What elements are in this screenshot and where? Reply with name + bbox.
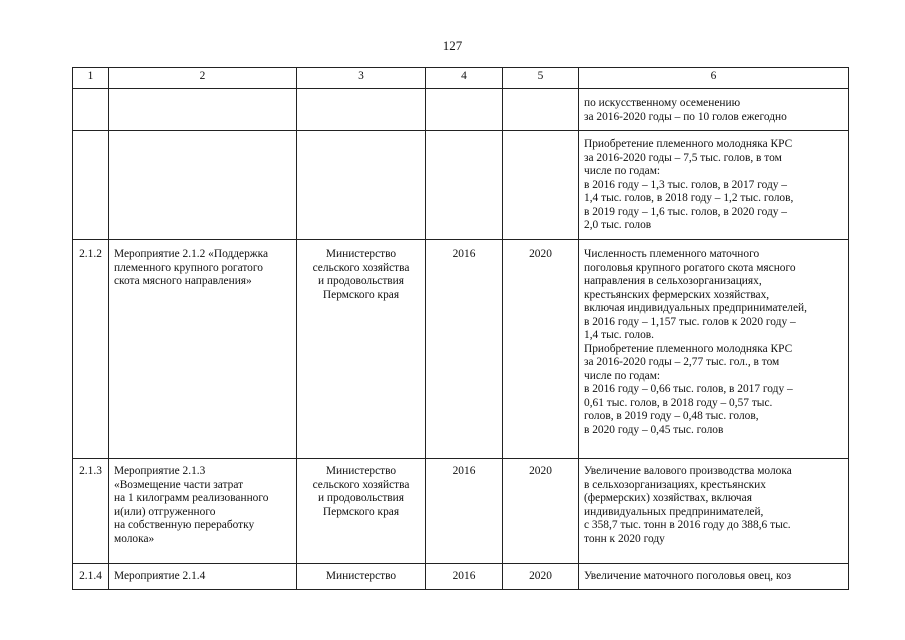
end-year-cell: 2020 [503, 240, 579, 459]
result-line: в сельхозорганизациях, крестьянских [584, 478, 766, 491]
result-cell [579, 240, 849, 459]
header-cell: 4 [426, 68, 503, 89]
result-line: включая индивидуальных предпринимателей, [584, 302, 807, 314]
table-header-row [73, 68, 849, 89]
result-cell [579, 131, 849, 240]
result-line: Численность племенного маточного [584, 248, 760, 260]
event-line: на собственную переработку [114, 519, 255, 531]
row-number-cell: 2.1.4 [73, 564, 109, 590]
executor-line: и продовольствия [317, 275, 405, 287]
row-number-cell [73, 89, 109, 131]
result-cell [579, 89, 849, 131]
result-line: 0,61 тыс. голов, в 2018 году – 0,57 тыс. [584, 396, 773, 409]
row-number-cell: 2.1.2 [73, 240, 109, 459]
event-cell [109, 131, 297, 240]
event-line: «Возмещение части затрат [114, 478, 244, 491]
event-line: на 1 килограмм реализованного [114, 492, 269, 504]
table-row [73, 240, 849, 459]
executor-line: Министерство [325, 570, 397, 582]
start-year-cell [426, 89, 503, 131]
result-line: голов, в 2019 году – 0,48 тыс. голов, [584, 410, 759, 422]
event-line: скота мясного направления» [114, 275, 252, 287]
header-cell: 3 [297, 68, 426, 89]
event-cell [109, 564, 297, 590]
result-line: по искусственному осеменению [584, 97, 741, 109]
event-line: племенного крупного рогатого [114, 261, 263, 274]
result-cell [579, 564, 849, 590]
start-year-cell: 2016 [426, 459, 503, 564]
executor-line: сельского хозяйства [312, 261, 410, 274]
event-cell [109, 89, 297, 131]
result-line: 2,0 тыс. голов [584, 219, 652, 231]
result-line: Увеличение маточного поголовья овец, коз [584, 570, 792, 582]
table-row [73, 131, 849, 240]
header-cell: 6 [579, 68, 849, 89]
result-line: числе по годам: [584, 165, 661, 177]
result-line: направления в сельхозорганизациях, [584, 275, 762, 287]
result-line: Увеличение валового производства молока [584, 465, 792, 477]
result-line: (фермерских) хозяйствах, включая [584, 492, 752, 504]
executor-line: и продовольствия [317, 492, 405, 504]
event-line: Мероприятие 2.1.2 «Поддержка [114, 248, 269, 260]
executor-line: Пермского края [322, 505, 400, 518]
program-table [72, 67, 849, 590]
executor-line: Министерство [325, 248, 397, 260]
result-line: 1,4 тыс. голов, в 2018 году – 1,2 тыс. голов, [584, 192, 794, 204]
start-year-cell [426, 131, 503, 240]
executor-cell [297, 564, 426, 590]
event-cell [109, 459, 297, 564]
result-line: в 2019 году – 1,6 тыс. голов, в 2020 году – [584, 205, 787, 218]
page-number: 127 [442, 38, 463, 53]
result-line: 1,4 тыс. голов. [584, 329, 655, 341]
result-line: поголовья крупного рогатого скота мясного [584, 261, 796, 274]
executor-cell [297, 240, 426, 459]
result-line: за 2016-2020 годы – 2,77 тыс. гол., в том [584, 356, 780, 368]
executor-cell [297, 89, 426, 131]
result-line: крестьянских фермерских хозяйствах, [584, 288, 770, 301]
result-line: за 2016-2020 годы – по 10 голов ежегодно [584, 110, 787, 123]
row-number-cell: 2.1.3 [73, 459, 109, 564]
result-line: Приобретение племенного молодняка КРС [584, 138, 793, 150]
header-cell: 2 [109, 68, 297, 89]
end-year-cell: 2020 [503, 564, 579, 590]
event-line: молока» [114, 532, 155, 545]
result-line: тонн к 2020 году [584, 532, 665, 545]
result-line: в 2016 году – 0,66 тыс. голов, в 2017 году – [584, 383, 793, 395]
executor-line: Пермского края [322, 288, 400, 301]
start-year-cell: 2016 [426, 240, 503, 459]
executor-cell [297, 131, 426, 240]
result-line: числе по годам: [584, 369, 661, 382]
end-year-cell [503, 89, 579, 131]
header-cell: 5 [503, 68, 579, 89]
result-line: в 2020 году – 0,45 тыс. голов [584, 423, 724, 436]
event-line: и(или) отгруженного [114, 505, 216, 518]
table-row [73, 459, 849, 564]
end-year-cell [503, 131, 579, 240]
event-cell [109, 240, 297, 459]
result-cell [579, 459, 849, 564]
result-line: в 2016 году – 1,157 тыс. голов к 2020 году – [584, 315, 796, 328]
end-year-cell: 2020 [503, 459, 579, 564]
executor-cell [297, 459, 426, 564]
result-line: в 2016 году – 1,3 тыс. голов, в 2017 году – [584, 178, 787, 191]
result-line: с 358,7 тыс. тонн в 2016 году до 388,6 тыс. [584, 519, 791, 531]
result-line: за 2016-2020 годы – 7,5 тыс. голов, в том [584, 151, 782, 164]
result-line: Приобретение племенного молодняка КРС [584, 342, 793, 355]
table-row [73, 89, 849, 131]
table-row [73, 564, 849, 590]
header-cell: 1 [73, 68, 109, 89]
executor-line: сельского хозяйства [312, 478, 410, 491]
start-year-cell: 2016 [426, 564, 503, 590]
event-line: Мероприятие 2.1.4 [114, 570, 206, 582]
row-number-cell [73, 131, 109, 240]
executor-line: Министерство [325, 465, 397, 477]
event-line: Мероприятие 2.1.3 [114, 465, 206, 477]
result-line: индивидуальных предпринимателей, [584, 505, 764, 518]
